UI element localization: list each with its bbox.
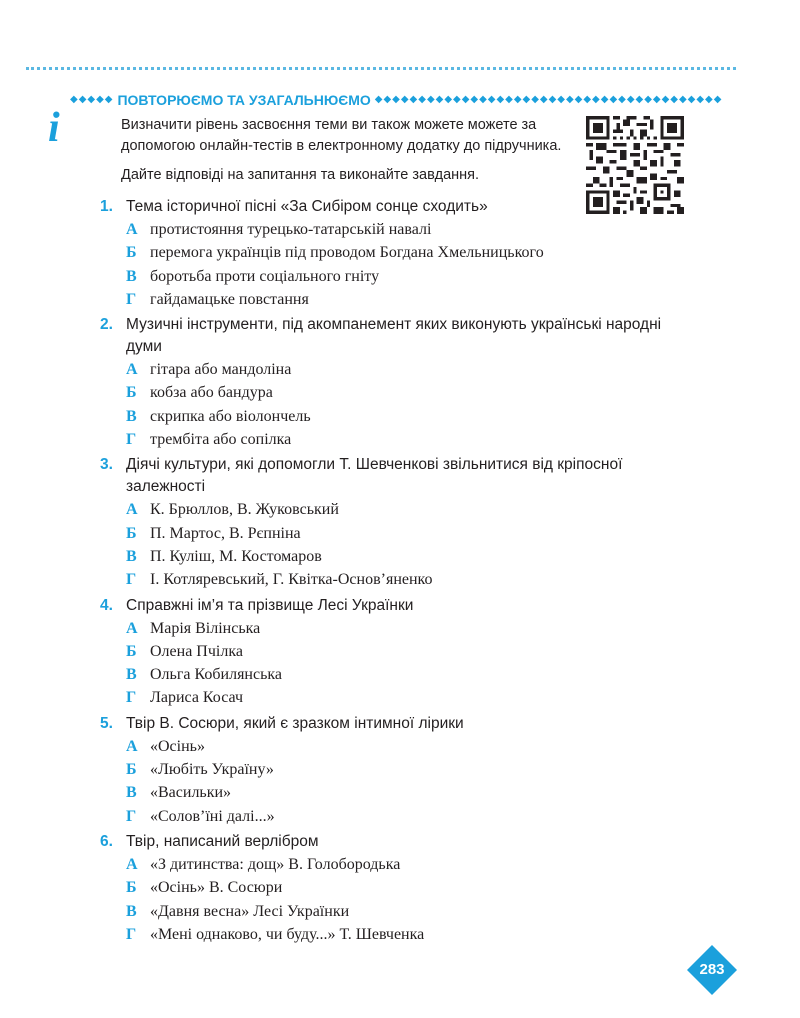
top-dotted-rule [26,67,736,70]
section-header [70,90,723,110]
question-2 [100,314,700,451]
option-letter: Г [126,290,137,308]
option-letter: А [126,221,138,238]
option-text: Лариса Косач [150,689,243,707]
option-text: «З дитинства: дощ» В. Голобородька [150,855,401,873]
option-letter: Б [126,244,137,262]
option-d [126,568,700,591]
option-b [126,758,700,781]
option-c [126,265,700,288]
option-text: гайдамацьке повстання [150,290,309,308]
option-letter: В [126,547,137,565]
option-b [126,876,700,899]
option-c [126,663,700,686]
header-dots-left: ◆◆◆◆◆ [70,94,114,105]
option-letter: Б [126,879,137,897]
option-text: «Солов’їні далі...» [150,807,275,825]
option-letter: В [126,666,137,684]
question-number: 2. [100,316,113,334]
intro-paragraph-2: Дайте відповіді на запитання та виконайте завдання. [121,167,480,183]
question-6 [100,831,700,946]
option-letter: А [126,619,138,637]
option-text: П. Мартос, В. Рєпніна [150,524,301,542]
option-text: Ольга Кобилянська [150,666,283,684]
intro-paragraph-1: Визначити рівень засвоєння теми ви також можете можете за допомогою онлайн-тестів в електронному додатку до підручника. [121,117,562,154]
question-3 [100,454,700,591]
option-c [126,405,700,428]
option-letter: В [126,784,137,802]
option-letter: Г [126,431,137,449]
section-title: ПОВТОРЮЄМО ТА УЗАГАЛЬНЮЄМО [117,92,371,108]
option-letter: А [126,737,138,755]
option-text: «Осінь» [150,737,205,755]
option-d [126,686,700,709]
page-number: 283 [699,961,725,978]
option-letter: В [126,267,137,285]
option-text: боротьба проти соціального гніту [150,267,380,285]
option-text: «Мені однаково, чи буду...» Т. Шевченка [150,925,425,943]
option-a [126,617,700,640]
question-number: 4. [100,596,113,614]
option-text: «Осінь» В. Сосюри [150,879,283,897]
option-letter: Б [126,524,137,542]
question-1 [100,196,700,311]
option-a [126,853,700,876]
option-d [126,288,700,311]
question-text: Твір, написаний верлібром [126,832,319,850]
option-letter: Г [126,925,137,943]
question-number: 6. [100,832,113,850]
option-text: «Васильки» [150,784,232,802]
option-text: кобза або бандура [150,384,273,402]
option-d [126,428,700,451]
option-c [126,545,700,568]
intro-text [121,115,581,194]
option-text: І. Котляревський, Г. Квітка-Основ’яненко [150,571,433,589]
option-letter: А [126,501,138,519]
option-b [126,640,700,663]
option-letter: А [126,361,138,379]
option-text: протистояння турецько-татарській навалі [150,221,432,238]
option-letter: Б [126,642,137,660]
option-text: трембіта або сопілка [150,431,292,449]
question-number: 5. [100,714,113,732]
option-text: К. Брюллов, В. Жуковський [150,501,339,519]
question-4 [100,595,700,710]
option-text: П. Куліш, М. Костомаров [150,547,322,565]
option-a [126,218,700,241]
option-b [126,241,700,264]
question-5 [100,713,700,828]
question-text: Тема історичної пісні «За Сибіром сонце сходить» [126,198,488,215]
option-text: перемога українців під проводом Богдана Хмельницького [150,244,544,262]
question-text: Справжні ім’я та прізвище Лесі Українки [126,596,414,614]
option-letter: Г [126,571,137,589]
option-letter: Б [126,761,137,779]
option-text: «Любіть Україну» [150,761,274,779]
question-number: 3. [100,456,113,474]
option-text: Марія Вілінська [150,619,261,637]
option-text: Олена Пчілка [150,642,243,660]
option-c [126,900,700,923]
option-d [126,923,700,946]
option-text: гітара або мандоліна [150,361,292,379]
option-text: скрипка або віолончель [150,407,311,425]
question-number: 1. [100,198,113,215]
option-c [126,781,700,804]
option-text: «Давня весна» Лесі Українки [150,902,350,920]
option-letter: Г [126,689,137,707]
option-b [126,522,700,545]
option-a [126,735,700,758]
option-letter: А [126,855,138,873]
question-text: Твір В. Сосюри, який є зразком інтимної лірики [126,714,464,732]
option-a [126,498,700,521]
option-d [126,805,700,828]
header-dots-right: ◆◆◆◆◆◆◆◆◆◆◆◆◆◆◆◆◆◆◆◆◆◆◆◆◆◆◆◆◆◆◆◆◆◆◆◆◆◆◆◆ [374,94,723,105]
option-letter: Б [126,384,137,402]
option-letter: В [126,407,137,425]
option-b [126,381,700,404]
option-a [126,358,700,381]
question-text: Діячі культури, які допомогли Т. Шевченкові звільнитися від кріпосної залежності [126,456,623,496]
option-letter: Г [126,807,137,825]
option-letter: В [126,902,137,920]
info-icon: i [48,105,60,151]
questions-list [100,196,700,949]
question-text: Музичні інструменти, під акомпанемент яких виконують українські народні думи [126,316,662,356]
